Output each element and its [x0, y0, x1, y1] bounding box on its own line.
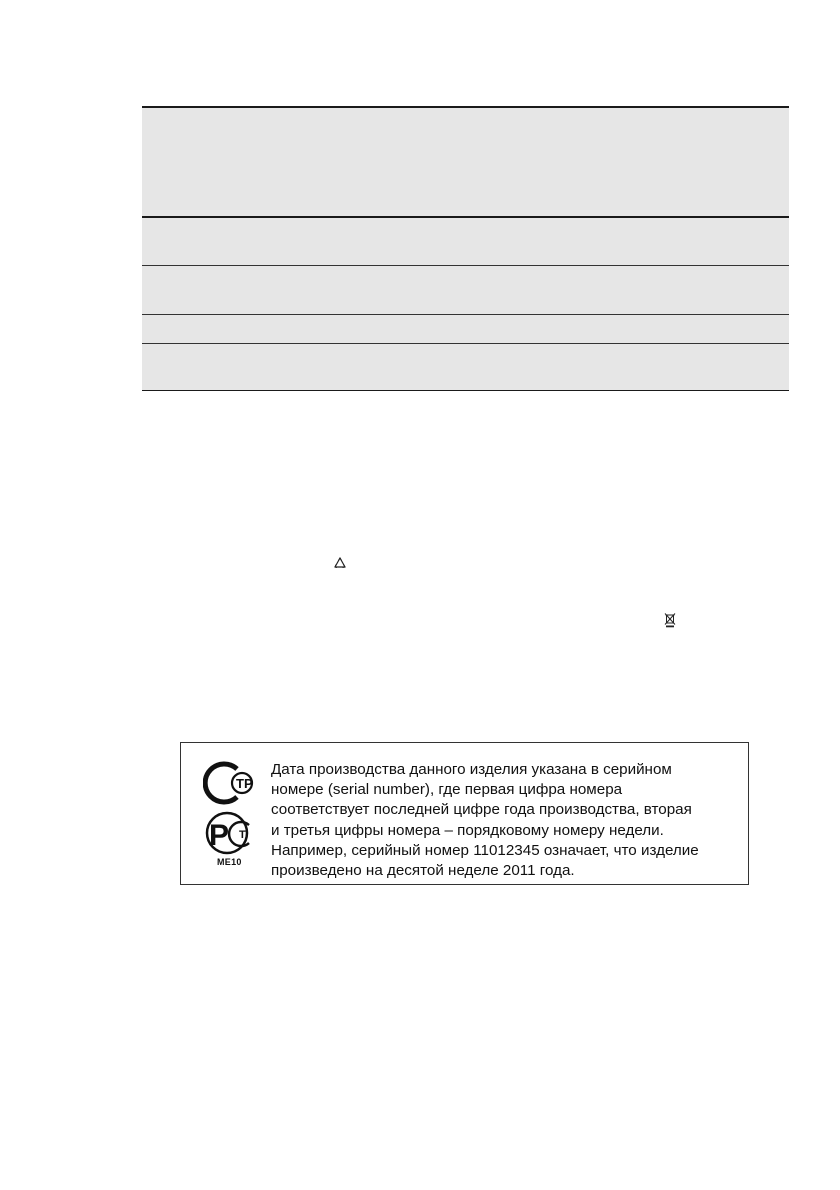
svg-text:Т: Т [239, 829, 246, 841]
svg-text:Р: Р [209, 819, 230, 852]
certification-marks [203, 759, 259, 877]
crossed-out-bin-icon [664, 612, 676, 631]
svg-text:ТР: ТР [236, 776, 253, 791]
rst-certification-mark [203, 811, 259, 857]
table-row [142, 265, 789, 314]
table-row [142, 108, 789, 216]
certification-code: ME10 [217, 857, 242, 867]
recycle-icon [332, 556, 348, 575]
manufacture-date-text: Дата производства данного изделия указана в серийном номере (serial number), где первая цифра номера соответствует последней цифре года производства, вторая и третья цифры номера – порядковому номеру недели. Например, серийный номер 11012345 означает, что изделие произведено на десятой неделе 2011 года. [271, 761, 699, 880]
table-row [142, 314, 789, 343]
manufacture-date-info-box [180, 742, 749, 885]
table-row [142, 216, 789, 265]
eac-tr-certification-mark [203, 759, 259, 807]
specification-table [142, 106, 789, 391]
table-row [142, 343, 789, 391]
